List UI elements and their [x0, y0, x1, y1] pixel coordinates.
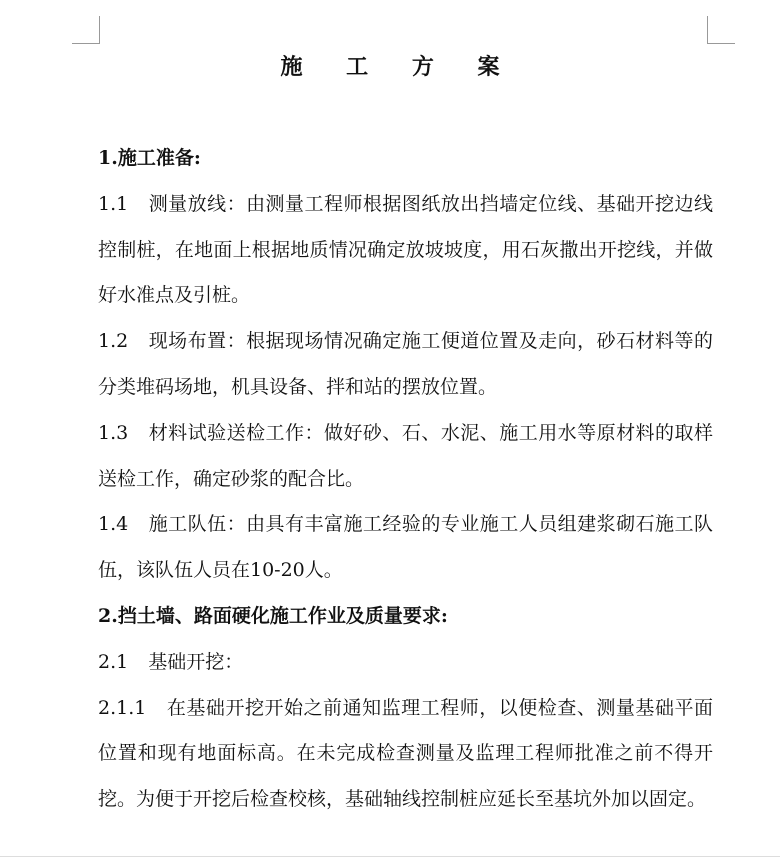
page-bottom-edge — [0, 856, 780, 857]
document-body — [98, 136, 713, 823]
corner-mark-top-left — [72, 16, 100, 44]
paragraph-text: 基础开挖： — [148, 650, 244, 673]
paragraph-text: 现场布置：根据现场情况确定施工便道位置及走向，砂石材料等的分类堆码场地，机具设备、拌和站的摆放位置。 — [98, 330, 713, 398]
paragraph — [98, 640, 713, 686]
paragraph — [98, 502, 713, 594]
paragraph-number: 1.1 — [98, 192, 129, 215]
paragraph — [98, 686, 713, 823]
corner-mark-top-right — [707, 16, 735, 44]
paragraph-number: 1.3 — [98, 421, 129, 444]
paragraph-number: 2.1 — [98, 650, 129, 673]
paragraph-number: 2.1.1 — [98, 696, 147, 719]
paragraph-text: 在基础开挖开始之前通知监理工程师，以便检查、测量基础平面位置和现有地面标高。在未完成检查测量及监理工程师批准之前不得开挖。为便于开挖后检查校核，基础轴线控制桩应延长至基坑外加以固定。 — [98, 696, 713, 811]
paragraph-text: 材料试验送检工作：做好砂、石、水泥、施工用水等原材料的取样送检工作，确定砂浆的配合比。 — [98, 421, 713, 490]
paragraph — [98, 182, 713, 319]
paragraph-text: 施工队伍：由具有丰富施工经验的专业施工人员组建浆砌石施工队伍，该队伍人员在10-20人。 — [98, 513, 713, 582]
paragraph-number: 1.2 — [98, 330, 129, 353]
document-title: 施 工 方 案 — [280, 54, 518, 80]
paragraph-text: 测量放线：由测量工程师根据图纸放出挡墙定位线、基础开挖边线控制桩，在地面上根据地质情况确定放坡坡度，用石灰撒出开挖线，并做好水准点及引桩。 — [98, 192, 713, 307]
section-heading: 2.挡土墙、路面硬化施工作业及质量要求: — [98, 604, 448, 627]
paragraph — [98, 319, 713, 411]
paragraph-number: 1.4 — [98, 513, 129, 536]
section-heading: 1.施工准备: — [98, 147, 201, 169]
paragraph — [98, 411, 713, 503]
